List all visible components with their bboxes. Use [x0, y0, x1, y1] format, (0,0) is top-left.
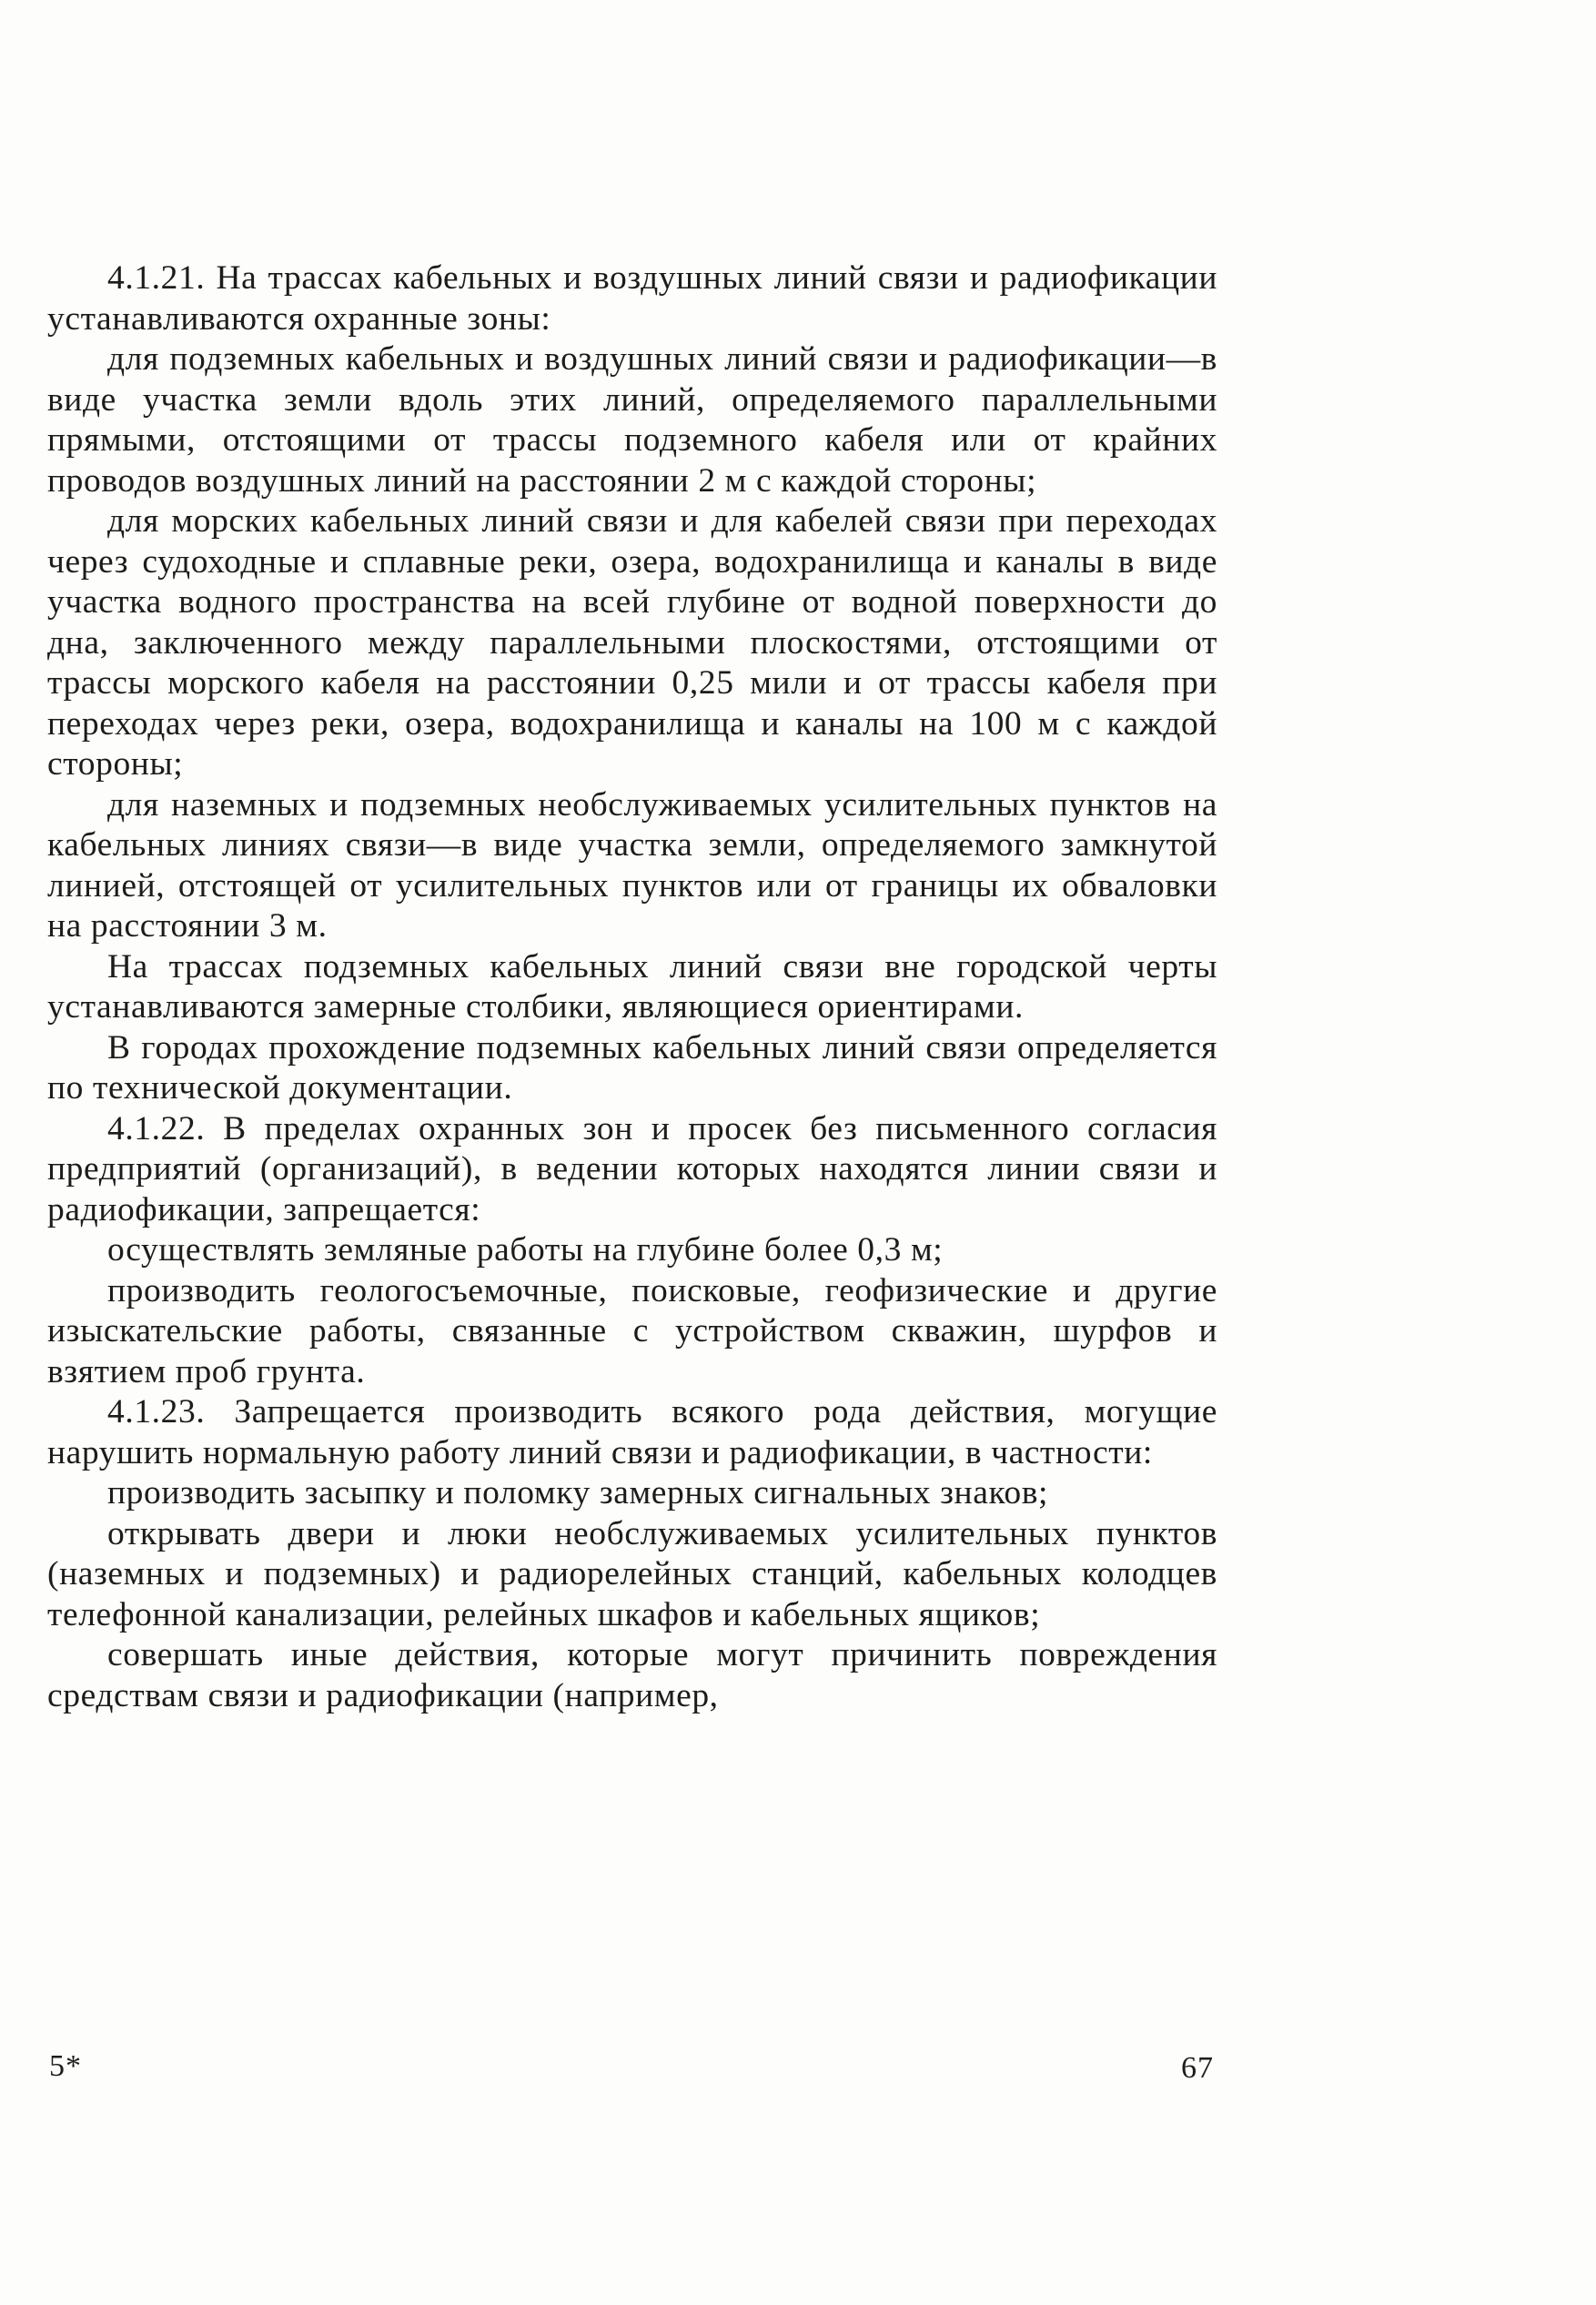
paragraph-survey-works: производить геологосъемочные, поисковые, геофизические и другие изыскательские работы, связанные с устройством скважин, шурфов и взятием проб грунта. [47, 1271, 1217, 1390]
body-text [47, 258, 1217, 1716]
paragraph-4-1-22: 4.1.22. В пределах охранных зон и просек без письменного согласия предприятий (организаций), в ведении которых находятся линии связи и радиофикации, запрещается: [47, 1109, 1217, 1228]
paragraph-marker-posts: На трассах подземных кабельных линий связи вне городской черты устанавливаются замерные столбики, являющиеся ориентирами. [47, 947, 1217, 1026]
paragraph-signal-marks: производить засыпку и поломку замерных сигнальных знаков; [107, 1474, 1049, 1511]
paragraph-4-1-23: 4.1.23. Запрещается производить всякого рода действия, могущие нарушить нормальную работу линий связи и радиофикации, в частности: [47, 1393, 1217, 1471]
paragraph-underground-zone: для подземных кабельных и воздушных линий связи и радиофикации—в виде участка земли вдоль этих линий, определяемого параллельными прямыми, отстоящими от трассы подземного кабеля или от крайних проводов воздушных линий на расстоянии 2 м с каждой стороны; [47, 340, 1217, 500]
paragraph-repeater-zone: для наземных и подземных необслуживаемых усилительных пунктов на кабельных линиях связи—в виде участка земли, определяемого замкнутой линией, отстоящей от усилительных пунктов или от границы их обваловки на расстоянии 3 м. [47, 785, 1217, 945]
page-number: 67 [1181, 2051, 1214, 2085]
signature-mark: 5* [49, 2049, 82, 2083]
paragraph-4-1-21: 4.1.21. На трассах кабельных и воздушных линий связи и радиофикации устанавливаются охранные зоны: [47, 259, 1217, 338]
paragraph-city-routes: В городах прохождение подземных кабельных линий связи определяется по технической документации. [47, 1028, 1217, 1107]
paragraph-doors-hatches: открывать двери и люки необслуживаемых усилительных пунктов (наземных и подземных) и радиорелейных станций, кабельных колодцев телефонной канализации, релейных шкафов и кабельных ящиков; [47, 1514, 1217, 1633]
paragraph-other-actions: совершать иные действия, которые могут причинить повреждения средствам связи и радиофикации (например, [47, 1636, 1217, 1714]
paragraph-earthworks: осуществлять земляные работы на глубине более 0,3 м; [107, 1231, 944, 1269]
paragraph-marine-zone: для морских кабельных линий связи и для кабелей связи при переходах через судоходные и сплавные реки, озера, водохранилища и каналы в виде участка водного пространства на всей глубине от водной поверхности до дна, заключенного между параллельными плоскостями, отстоящими от трассы морского кабеля на расстоянии 0,25 мили и от трассы кабеля при переходах через реки, озера, водохранилища и каналы на 100 м с каждой стороны; [47, 502, 1217, 783]
